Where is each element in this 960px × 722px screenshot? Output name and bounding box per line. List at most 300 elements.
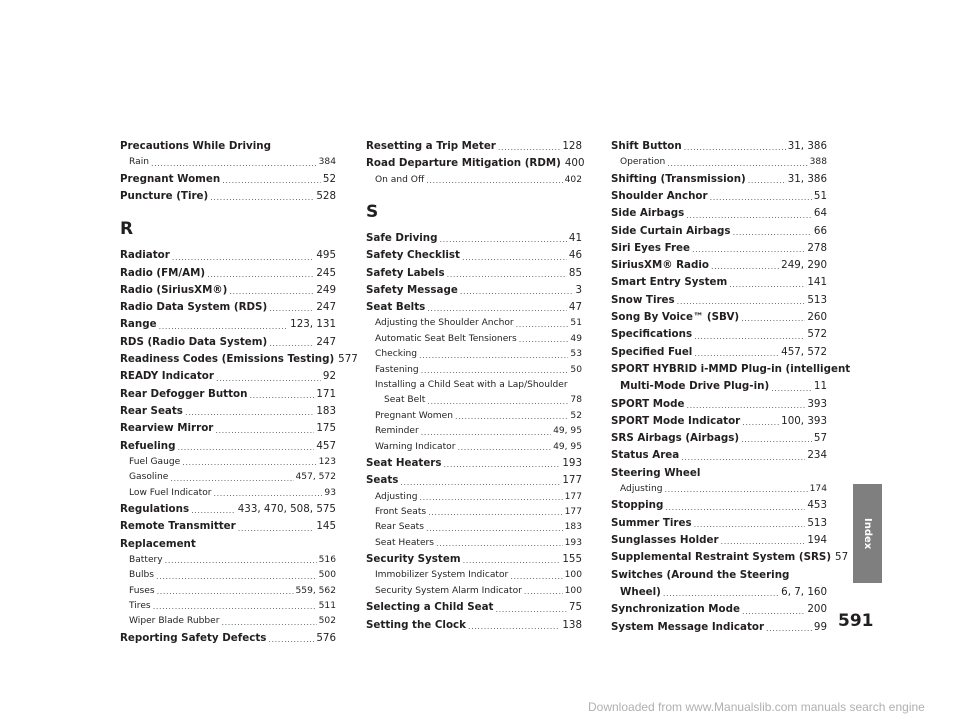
dot-leader — [268, 636, 314, 644]
dot-leader — [516, 321, 569, 329]
index-page-ref[interactable]: 75 — [568, 601, 582, 614]
index-page-ref[interactable]: 175 — [316, 422, 336, 435]
index-term: Readiness Codes (Emissions Testing) — [120, 353, 335, 366]
index-subentry[interactable] — [366, 393, 582, 408]
index-page-ref[interactable]: 516 — [318, 554, 336, 565]
index-subentry[interactable] — [366, 424, 582, 439]
index-term: Adjusting the Shoulder Anchor — [375, 318, 514, 329]
index-entry[interactable] — [611, 396, 827, 413]
index-entry[interactable] — [611, 240, 827, 257]
index-page-ref[interactable]: 64 — [813, 207, 827, 220]
dot-leader — [457, 444, 551, 452]
dot-leader — [185, 409, 314, 417]
index-entry[interactable] — [366, 551, 582, 568]
index-entry[interactable] — [366, 247, 582, 264]
index-page-ref[interactable]: 234 — [807, 449, 827, 462]
index-page-ref[interactable]: 155 — [562, 553, 582, 566]
index-column-3 — [611, 138, 851, 636]
dot-leader — [468, 623, 560, 631]
dot-leader — [172, 254, 315, 262]
index-section-tab[interactable] — [853, 484, 882, 583]
index-subentry[interactable] — [120, 470, 336, 485]
index-page-ref[interactable]: 85 — [568, 266, 582, 279]
index-page-ref[interactable]: 177 — [562, 474, 582, 487]
index-page-ref[interactable]: 402 — [564, 174, 582, 185]
index-page-ref[interactable]: 511 — [318, 601, 336, 612]
index-page-ref[interactable]: 577 — [338, 353, 358, 366]
index-page-ref[interactable]: 200 — [807, 603, 827, 616]
index-page-ref[interactable]: 100, 393 — [781, 414, 827, 427]
index-term: SPORT Mode Indicator — [611, 414, 741, 427]
index-term: Smart Entry System — [611, 276, 728, 289]
index-term: Installing a Child Seat with a Lap/Shoulder — [375, 380, 568, 391]
dot-leader — [694, 521, 806, 529]
dot-leader — [519, 336, 569, 344]
index-subentry[interactable] — [366, 173, 582, 188]
index-entry[interactable] — [366, 155, 585, 172]
index-entry[interactable] — [611, 344, 827, 361]
index-term: Supplemental Restraint System (SRS) — [611, 551, 832, 564]
index-subentry[interactable] — [611, 155, 827, 170]
index-page-ref[interactable]: 388 — [809, 157, 827, 168]
dot-leader — [524, 588, 563, 596]
dot-leader — [677, 298, 806, 306]
index-term: Side Curtain Airbags — [611, 224, 731, 237]
index-subentry[interactable] — [366, 378, 582, 393]
index-entry[interactable] — [120, 171, 336, 188]
dot-leader — [498, 144, 560, 152]
index-entry[interactable] — [120, 282, 336, 299]
index-term: SRS Airbags (Airbags) — [611, 432, 740, 445]
index-entry[interactable] — [611, 223, 827, 240]
index-entry[interactable] — [611, 378, 827, 395]
index-subentry[interactable] — [366, 409, 582, 424]
index-term: Synchronization Mode — [611, 603, 740, 616]
index-entry[interactable] — [611, 138, 827, 155]
index-page-ref[interactable]: 174 — [809, 484, 827, 495]
dot-leader — [748, 177, 786, 185]
index-entry[interactable] — [120, 420, 336, 437]
index-term: Security System — [366, 553, 461, 566]
index-page-ref[interactable]: 393 — [807, 397, 827, 410]
index-entry[interactable] — [120, 501, 336, 518]
index-term: Rear Seats — [120, 404, 183, 417]
index-page-ref[interactable]: 245 — [316, 266, 336, 279]
dot-leader — [686, 212, 812, 220]
index-entry[interactable] — [366, 138, 582, 155]
index-term: Remote Transmitter — [120, 520, 236, 533]
index-entry[interactable] — [120, 536, 336, 553]
index-entry[interactable] — [611, 326, 827, 343]
index-subentry[interactable] — [120, 486, 336, 501]
index-term: Status Area — [611, 449, 680, 462]
dot-leader — [165, 557, 317, 565]
index-subentry[interactable] — [366, 332, 582, 347]
index-term: Setting the Clock — [366, 618, 466, 631]
dot-leader — [426, 177, 562, 185]
dot-leader — [182, 459, 316, 467]
index-entry[interactable] — [611, 497, 827, 514]
index-term: Adjusting — [620, 484, 663, 495]
index-page-ref[interactable]: 3 — [575, 283, 582, 296]
index-entry[interactable] — [366, 299, 582, 316]
index-term: Rear Defogger Button — [120, 387, 248, 400]
index-term: Range — [120, 318, 157, 331]
index-term: Safety Message — [366, 283, 458, 296]
index-term: Siri Eyes Free — [611, 241, 691, 254]
index-entry[interactable] — [120, 316, 336, 333]
index-page-ref[interactable]: 576 — [316, 631, 336, 644]
index-entry[interactable] — [120, 351, 358, 368]
dot-leader — [238, 525, 315, 533]
index-term: Adjusting — [375, 491, 418, 502]
index-entry[interactable] — [366, 472, 582, 489]
index-entry[interactable] — [611, 309, 827, 326]
index-page-ref[interactable]: 177 — [564, 491, 582, 502]
dot-leader — [428, 509, 563, 517]
index-entry[interactable] — [120, 247, 336, 264]
index-subentry[interactable] — [120, 553, 336, 568]
index-term: Radio (SiriusXM®) — [120, 283, 228, 296]
index-page-ref[interactable]: 11 — [813, 380, 827, 393]
index-page-ref[interactable]: 145 — [316, 520, 336, 533]
index-entry[interactable] — [120, 438, 336, 455]
index-entry[interactable] — [120, 386, 336, 403]
index-subentry[interactable] — [120, 568, 336, 583]
index-term: Safe Driving — [366, 231, 438, 244]
dot-leader — [694, 350, 779, 358]
index-subentry[interactable] — [366, 568, 582, 583]
index-page-ref[interactable]: 500 — [318, 570, 336, 581]
index-page-ref[interactable]: 260 — [807, 311, 827, 324]
index-page-ref[interactable]: 57 — [835, 551, 849, 564]
dot-leader — [460, 288, 574, 296]
index-page-ref[interactable]: 528 — [316, 189, 336, 202]
index-page-ref[interactable]: 177 — [564, 506, 582, 517]
index-page-ref[interactable]: 249 — [316, 283, 336, 296]
index-term: Seats — [366, 474, 399, 487]
index-entry[interactable] — [611, 515, 827, 532]
index-page-ref[interactable]: 51 — [813, 189, 827, 202]
index-term: Gasoline — [129, 472, 169, 483]
index-entry[interactable] — [611, 619, 827, 636]
index-term: Snow Tires — [611, 293, 675, 306]
index-term: Tires — [129, 601, 151, 612]
index-page-ref[interactable]: 99 — [813, 620, 827, 633]
index-entry[interactable] — [366, 599, 582, 616]
index-term: System Message Indicator — [611, 620, 765, 633]
dot-leader — [215, 427, 314, 435]
index-term: Road Departure Mitigation (RDM) — [366, 157, 561, 170]
dot-leader — [151, 160, 317, 168]
index-page-ref[interactable]: 193 — [564, 537, 582, 548]
dot-leader — [694, 333, 805, 341]
index-subentry[interactable] — [120, 455, 336, 470]
index-page-ref[interactable]: 384 — [318, 157, 336, 168]
index-page-ref[interactable]: 52 — [570, 410, 582, 421]
index-term: SiriusXM® Radio — [611, 259, 709, 272]
index-entry[interactable] — [120, 188, 336, 205]
dot-leader — [766, 625, 812, 633]
index-entry[interactable] — [611, 205, 827, 222]
index-page-ref[interactable]: 47 — [568, 301, 582, 314]
index-page-ref[interactable]: 52 — [322, 172, 336, 185]
dot-leader — [421, 429, 551, 437]
index-term: Steering Wheel — [611, 466, 701, 479]
index-subentry[interactable] — [366, 584, 582, 599]
index-term: Radiator — [120, 249, 170, 262]
index-term: Warning Indicator — [375, 441, 456, 452]
index-page-ref[interactable]: 31, 386 — [787, 172, 827, 185]
index-term: Bulbs — [129, 570, 155, 581]
index-entry[interactable] — [611, 413, 827, 430]
index-page-ref[interactable]: 433, 470, 508, 575 — [237, 503, 336, 516]
index-term: Radio Data System (RDS) — [120, 301, 268, 314]
index-page-ref[interactable]: 49, 95 — [553, 426, 582, 437]
index-page-ref[interactable]: 249, 290 — [781, 259, 827, 272]
index-page-ref[interactable]: 123 — [318, 456, 336, 467]
dot-leader — [427, 305, 567, 313]
index-entry[interactable] — [366, 265, 582, 282]
index-page-ref[interactable]: 123, 131 — [290, 318, 336, 331]
index-subentry[interactable] — [120, 584, 336, 599]
index-page-ref[interactable]: 138 — [562, 618, 582, 631]
index-page-ref[interactable]: 53 — [570, 349, 582, 360]
index-page-ref[interactable]: 572 — [807, 328, 827, 341]
index-subentry[interactable] — [366, 490, 582, 505]
index-term: Shift Button — [611, 140, 682, 152]
index-page-ref[interactable]: 193 — [562, 457, 582, 469]
dot-leader — [463, 557, 561, 565]
dot-leader — [249, 392, 314, 400]
index-page-ref[interactable]: 141 — [807, 276, 827, 289]
watermark: Downloaded from www.Manualslib.com manuals search engine — [588, 700, 925, 714]
index-page-ref[interactable]: 41 — [568, 231, 582, 244]
index-page-ref[interactable]: 513 — [807, 293, 827, 306]
dot-leader — [692, 246, 805, 254]
index-subentry[interactable] — [366, 347, 582, 362]
dot-leader — [721, 538, 806, 546]
index-term: On and Off — [375, 174, 425, 185]
index-entry[interactable] — [611, 601, 827, 618]
dot-leader — [684, 144, 786, 152]
index-letter-heading: S — [366, 201, 379, 222]
index-term: SPORT Mode — [611, 397, 685, 410]
index-term: Seat Belt — [384, 395, 426, 406]
index-term: Pregnant Women — [375, 410, 454, 421]
index-entry[interactable] — [120, 138, 336, 155]
index-term: Refueling — [120, 439, 176, 452]
index-column-2 — [366, 138, 585, 634]
index-term: Safety Checklist — [366, 249, 460, 262]
dot-leader — [742, 419, 779, 427]
index-subentry[interactable] — [366, 440, 582, 455]
index-entry[interactable] — [366, 455, 582, 472]
index-subentry[interactable] — [366, 505, 582, 520]
index-page-ref[interactable]: 78 — [570, 395, 582, 406]
index-page-ref[interactable]: 31, 386 — [787, 140, 827, 152]
index-page-ref[interactable]: 495 — [316, 249, 336, 262]
index-term: Rearview Mirror — [120, 422, 214, 435]
index-page-ref[interactable]: 194 — [807, 534, 827, 547]
index-term: Pregnant Women — [120, 172, 221, 185]
index-entry[interactable] — [366, 230, 582, 247]
index-page-ref[interactable]: 93 — [324, 487, 336, 498]
index-term: Regulations — [120, 503, 190, 516]
index-term: Sunglasses Holder — [611, 534, 719, 547]
index-page-ref[interactable]: 453 — [807, 499, 827, 512]
index-term: Security System Alarm Indicator — [375, 585, 522, 596]
index-term: Switches (Around the Steering — [611, 568, 790, 581]
dot-leader — [440, 236, 567, 244]
index-page-ref[interactable]: 247 — [316, 301, 336, 314]
index-term: Shoulder Anchor — [611, 189, 708, 202]
index-term: Summer Tires — [611, 516, 692, 529]
index-term: Rain — [129, 157, 149, 168]
index-entry[interactable] — [120, 518, 336, 535]
index-entry[interactable] — [611, 188, 827, 205]
index-term: Seat Heaters — [366, 457, 442, 469]
index-page-ref[interactable]: 100 — [564, 585, 582, 596]
index-term: Fastening — [375, 364, 419, 375]
dot-leader — [447, 271, 567, 279]
index-entry[interactable] — [366, 282, 582, 299]
dot-leader — [729, 281, 805, 289]
index-subentry[interactable] — [366, 520, 582, 535]
index-page-ref[interactable]: 457, 572 — [295, 472, 336, 483]
index-term: Specifications — [611, 328, 693, 341]
dot-leader — [510, 573, 562, 581]
index-page-ref[interactable]: 128 — [562, 140, 582, 152]
index-entry[interactable] — [120, 334, 336, 351]
index-entry[interactable] — [611, 292, 827, 309]
index-page-ref[interactable]: 513 — [807, 516, 827, 529]
index-term: Wheel) — [620, 585, 661, 598]
index-term: Fuses — [129, 585, 155, 596]
index-entry[interactable] — [120, 265, 336, 282]
index-term: Low Fuel Indicator — [129, 487, 212, 498]
index-entry[interactable] — [611, 532, 827, 549]
index-entry[interactable] — [120, 403, 336, 420]
dot-leader — [269, 340, 314, 348]
index-page-ref[interactable]: 92 — [322, 370, 336, 383]
dot-leader — [741, 315, 805, 323]
index-term: Wiper Blade Rubber — [129, 616, 220, 627]
dot-leader — [426, 525, 563, 533]
index-entry[interactable] — [611, 257, 827, 274]
index-term: Rear Seats — [375, 522, 424, 533]
index-entry[interactable] — [611, 465, 827, 482]
index-entry[interactable] — [611, 171, 827, 188]
index-page-ref[interactable]: 6, 7, 160 — [781, 585, 827, 598]
index-subentry[interactable] — [366, 536, 582, 551]
index-term: SPORT HYBRID i-MMD Plug-in (intelligent — [611, 362, 851, 375]
dot-leader — [455, 413, 568, 421]
dot-leader — [229, 288, 314, 296]
index-page-ref[interactable]: 49, 95 — [553, 441, 582, 452]
index-subentry[interactable] — [120, 614, 336, 629]
dot-leader — [221, 619, 316, 627]
page-number: 591 — [838, 611, 874, 631]
dot-leader — [427, 398, 568, 406]
dot-leader — [663, 590, 779, 598]
index-subentry[interactable] — [120, 155, 336, 170]
dot-leader — [742, 608, 805, 616]
index-page-ref[interactable]: 183 — [316, 404, 336, 417]
index-term: Operation — [620, 157, 666, 168]
index-page-ref[interactable]: 50 — [570, 364, 582, 375]
dot-leader — [159, 323, 289, 331]
dot-leader — [462, 254, 567, 262]
index-page-ref[interactable]: 457 — [316, 439, 336, 452]
index-page-ref[interactable]: 247 — [316, 335, 336, 348]
index-page-ref[interactable]: 100 — [564, 570, 582, 581]
index-entry[interactable] — [611, 567, 827, 584]
index-page-ref[interactable]: 46 — [568, 249, 582, 262]
dot-leader — [170, 475, 293, 483]
index-page-ref[interactable]: 49 — [570, 333, 582, 344]
dot-leader — [400, 479, 560, 487]
index-term: Stopping — [611, 499, 664, 512]
index-entry[interactable] — [611, 549, 849, 566]
index-column-1 — [120, 138, 358, 647]
dot-leader — [681, 454, 805, 462]
index-term: Shifting (Transmission) — [611, 172, 746, 185]
index-page-ref[interactable]: 457, 572 — [781, 345, 827, 358]
index-term: Fuel Gauge — [129, 456, 181, 467]
index-entry[interactable] — [611, 361, 851, 378]
index-page-ref[interactable]: 278 — [807, 241, 827, 254]
dot-leader — [665, 486, 808, 494]
index-subentry[interactable] — [120, 599, 336, 614]
index-page-ref[interactable]: 502 — [318, 616, 336, 627]
index-entry[interactable] — [611, 447, 827, 464]
index-page-ref[interactable]: 400 — [564, 157, 585, 170]
index-term: Immobilizer System Indicator — [375, 570, 509, 581]
index-entry[interactable] — [120, 630, 336, 647]
index-subentry[interactable] — [366, 316, 582, 331]
index-term: Precautions While Driving — [120, 140, 271, 152]
dot-leader — [421, 367, 569, 375]
index-entry[interactable] — [611, 274, 827, 291]
index-entry[interactable] — [120, 299, 336, 316]
index-entry[interactable] — [120, 368, 336, 385]
index-entry[interactable] — [611, 430, 827, 447]
index-entry[interactable] — [366, 617, 582, 634]
index-page-ref[interactable]: 51 — [570, 318, 582, 329]
dot-leader — [210, 194, 314, 202]
index-page-ref[interactable]: 183 — [564, 522, 582, 533]
index-letter-heading: R — [120, 219, 134, 240]
index-subentry[interactable] — [366, 363, 582, 378]
dot-leader — [157, 588, 294, 596]
index-term: Reporting Safety Defects — [120, 631, 267, 644]
dot-leader — [269, 305, 314, 313]
index-page-ref[interactable]: 57 — [813, 432, 827, 445]
index-page-ref[interactable]: 66 — [813, 224, 827, 237]
index-tab-label: Index — [862, 517, 873, 550]
index-entry[interactable] — [611, 584, 827, 601]
index-term: RDS (Radio Data System) — [120, 335, 268, 348]
index-subentry[interactable] — [611, 482, 827, 497]
index-page-ref[interactable]: 559, 562 — [295, 585, 336, 596]
index-page-ref[interactable]: 171 — [316, 387, 336, 400]
dot-leader — [153, 603, 317, 611]
index-term: Specified Fuel — [611, 345, 693, 358]
dot-leader — [741, 436, 812, 444]
index-term: Seat Heaters — [375, 537, 435, 548]
dot-leader — [419, 352, 568, 360]
